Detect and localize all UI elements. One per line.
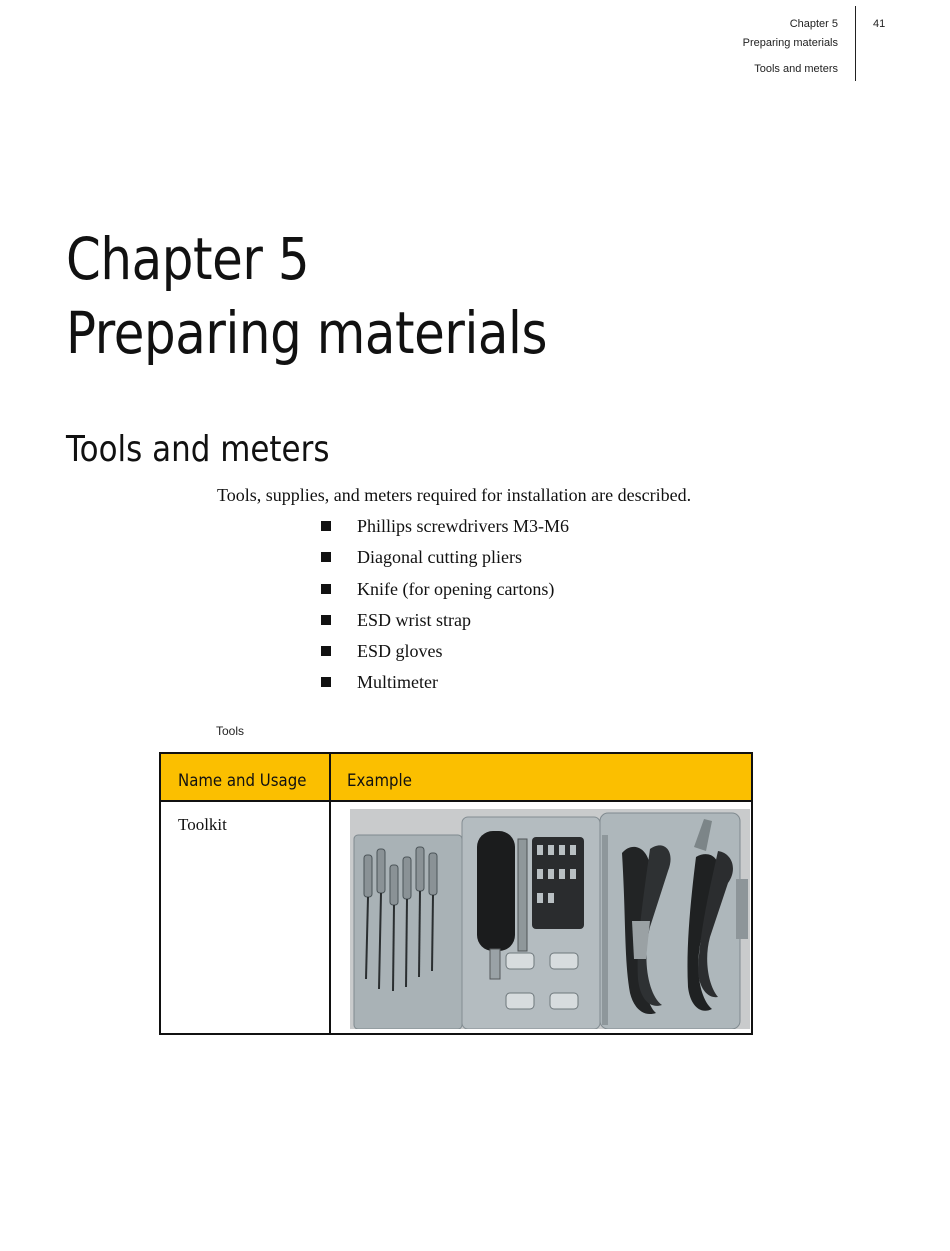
running-header	[743, 14, 838, 75]
chapter-title	[66, 222, 547, 370]
chapter-title-number: Chapter 5	[66, 225, 310, 293]
tools-table	[159, 752, 753, 1035]
bullet-icon	[321, 584, 331, 594]
bullet-icon	[321, 615, 331, 625]
list-item-text: Multimeter	[357, 672, 438, 693]
table-header-name-usage: Name and Usage	[178, 771, 307, 791]
table-header-example: Example	[347, 771, 412, 791]
bullet-icon	[321, 677, 331, 687]
table-cell-name: Toolkit	[178, 815, 227, 834]
list-item-text: Phillips screwdrivers M3-M6	[357, 516, 569, 536]
bullet-icon	[321, 521, 331, 531]
bullet-icon	[321, 646, 331, 656]
list-item-text: ESD gloves	[357, 641, 443, 662]
toolkit-photo	[350, 809, 750, 1029]
table-column-divider	[329, 754, 331, 1033]
running-header-chapter: Chapter 5	[789, 18, 838, 30]
table-caption: Tools	[216, 724, 245, 738]
list-item-text: ESD wrist strap	[357, 609, 471, 630]
intro-paragraph: Tools, supplies, and meters required for installation are described.	[217, 485, 692, 505]
list-item-text: Knife (for opening cartons)	[357, 578, 555, 599]
section-title: Tools and meters	[66, 429, 330, 470]
running-header-section: Tools and meters	[754, 63, 838, 75]
running-header-part: Preparing materials	[742, 37, 838, 49]
bullet-icon	[321, 552, 331, 562]
page-number: 41	[873, 18, 886, 30]
header-divider	[855, 6, 856, 81]
list-item-text: Diagonal cutting pliers	[357, 547, 522, 568]
chapter-title-name: Preparing materials	[66, 299, 548, 367]
